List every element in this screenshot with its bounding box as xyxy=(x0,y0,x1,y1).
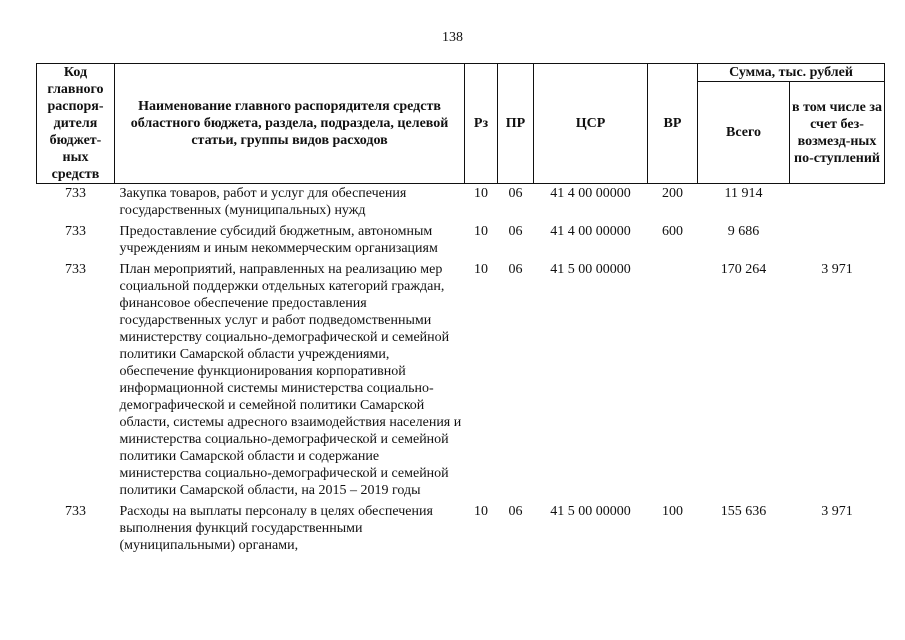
cell-code: 733 xyxy=(65,224,86,239)
cell-vr xyxy=(648,260,698,502)
header-code: Код главного распоря-дителя бюджет-ных средств xyxy=(37,64,115,184)
cell-pr: 06 xyxy=(508,224,523,239)
cell-csr: 41 5 00 00000 xyxy=(550,262,631,277)
cell-including xyxy=(790,222,885,260)
cell-csr: 41 5 00 00000 xyxy=(550,504,631,519)
cell-csr: 41 4 00 00000 xyxy=(550,186,631,201)
cell-vr: 100 xyxy=(662,504,683,519)
cell-vr: 200 xyxy=(662,186,683,201)
cell-including: 3 971 xyxy=(821,262,853,277)
cell-vr: 600 xyxy=(662,224,683,239)
cell-total: 155 636 xyxy=(720,504,767,519)
cell-name: Расходы на выплаты персоналу в целях обеспечения выполнения функций государственными (муниципальными) органами, xyxy=(119,504,433,553)
cell-csr: 41 4 00 00000 xyxy=(550,224,631,239)
cell-rz: 10 xyxy=(474,262,488,277)
table-row xyxy=(37,260,885,502)
cell-total: 170 264 xyxy=(720,262,767,277)
table-header xyxy=(37,64,885,184)
cell-total: 9 686 xyxy=(727,224,760,239)
header-total: Всего xyxy=(698,82,790,184)
cell-rz: 10 xyxy=(474,504,488,519)
page-number: 138 xyxy=(442,30,463,45)
cell-pr: 06 xyxy=(508,504,523,519)
cell-pr: 06 xyxy=(508,262,523,277)
cell-pr: 06 xyxy=(508,186,523,201)
cell-name: Закупка товаров, работ и услуг для обеспечения государственных (муниципальных) нужд xyxy=(119,186,407,218)
table-row xyxy=(37,222,885,260)
cell-name: Предоставление субсидий бюджетным, автономным учреждениям и иным некоммерческим организациям xyxy=(119,224,438,256)
cell-rz: 10 xyxy=(474,224,488,239)
budget-table xyxy=(36,63,885,557)
header-csr: ЦСР xyxy=(534,64,648,184)
cell-name: План мероприятий, направленных на реализацию мер социальной поддержки отдельных категорий граждан, финансовое обеспечение предоставления государственных услуг и работ подведомственными министерству социально-демографической и семейной политики Самарской области учреждениями, обеспечение функционирования корпоративной информационной системы министерства социально-демографической и семейной политики Самарской области, системы адресного взаимодействия населения и министерства социально-демографической и семейной политики Самарской области и содержание министерства социально-демографической и семейной политики Самарской области, на 2015 – 2019 годы xyxy=(119,262,462,498)
header-pr: ПР xyxy=(498,64,534,184)
cell-code: 733 xyxy=(65,186,86,201)
table-row xyxy=(37,502,885,557)
cell-including xyxy=(790,184,885,223)
table-row xyxy=(37,184,885,223)
cell-rz: 10 xyxy=(474,186,488,201)
cell-total: 11 914 xyxy=(724,186,763,201)
header-including: в том числе за счет без-возмезд-ных по-ступлений xyxy=(790,82,885,184)
header-vr: ВР xyxy=(648,64,698,184)
cell-code: 733 xyxy=(65,262,86,277)
cell-including: 3 971 xyxy=(821,504,853,519)
cell-code: 733 xyxy=(65,504,86,519)
header-rz: Рз xyxy=(465,64,498,184)
header-amount-group: Сумма, тыс. рублей xyxy=(698,64,885,82)
header-name: Наименование главного распорядителя средств областного бюджета, раздела, подраздела, целевой статьи, группы видов расходов xyxy=(115,64,465,184)
